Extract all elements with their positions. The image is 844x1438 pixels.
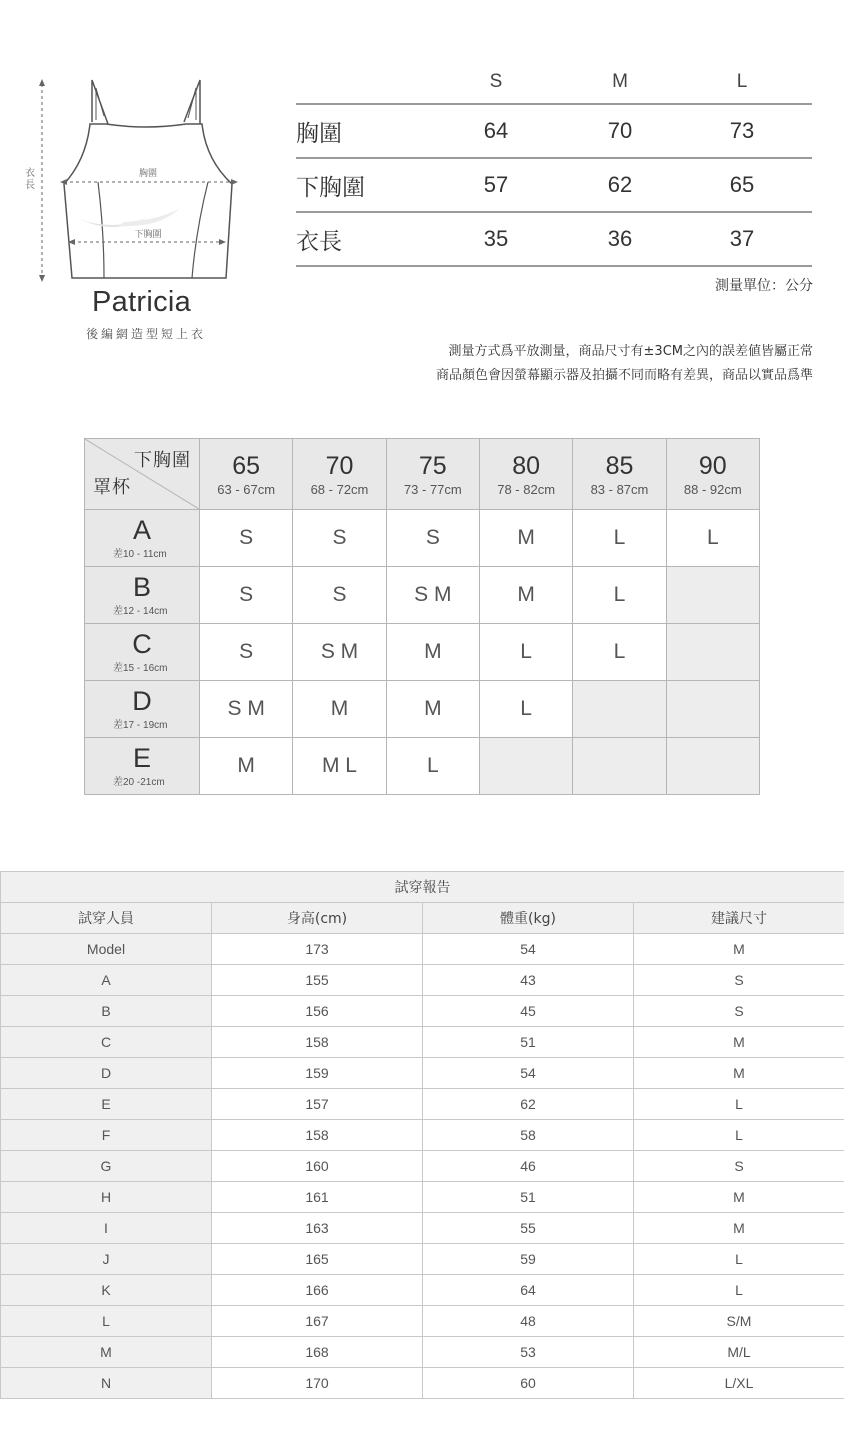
report-column-header: 體重(kg) (423, 903, 634, 934)
band-number: 85 (605, 451, 634, 480)
report-row (1, 1337, 844, 1368)
size-value: 70 (607, 118, 633, 143)
size-cell: S (200, 624, 293, 681)
suggested-size: L/XL (634, 1368, 844, 1399)
tester-name: H (1, 1182, 212, 1213)
try-on-report (0, 871, 844, 1399)
tester-name: F (1, 1120, 212, 1151)
size-table (296, 60, 812, 267)
size-cell: L (573, 624, 666, 681)
tester-weight: 48 (423, 1306, 634, 1337)
cup-grid-corner (85, 439, 200, 510)
size-value: 57 (483, 172, 509, 197)
tester-weight: 51 (423, 1027, 634, 1058)
suggested-size: L (634, 1089, 844, 1120)
size-cell: M (386, 624, 479, 681)
report-header-row (1, 903, 844, 934)
cup-label-cell (85, 738, 200, 795)
size-cell: L (479, 624, 572, 681)
tester-weight: 64 (423, 1275, 634, 1306)
size-table-header (296, 60, 812, 105)
product-subtitle: 後編網造型短上衣 (86, 327, 207, 341)
tester-name: G (1, 1151, 212, 1182)
report-row (1, 934, 844, 965)
size-cell: M L (293, 738, 386, 795)
size-value: 37 (729, 226, 755, 251)
tester-height: 168 (212, 1337, 423, 1368)
cup-row (85, 738, 760, 795)
tester-name: K (1, 1275, 212, 1306)
size-cell: S (386, 510, 479, 567)
empty-cell (666, 681, 759, 738)
size-cell: S (200, 567, 293, 624)
cup-size-grid (84, 438, 760, 795)
tester-weight: 55 (423, 1213, 634, 1244)
product-name: Patricia (92, 286, 192, 318)
band-header (200, 439, 293, 510)
size-cell: L (666, 510, 759, 567)
cup-letter: B (132, 572, 151, 602)
band-header (666, 439, 759, 510)
band-range: 68 - 72cm (310, 481, 369, 497)
empty-cell (666, 624, 759, 681)
size-header-s: S (489, 70, 503, 92)
tester-height: 165 (212, 1244, 423, 1275)
tester-weight: 43 (423, 965, 634, 996)
band-number: 75 (418, 451, 447, 480)
tester-height: 158 (212, 1027, 423, 1058)
suggested-size: M (634, 1213, 844, 1244)
size-row-underbust (296, 159, 812, 213)
report-row (1, 1058, 844, 1089)
suggested-size: M/L (634, 1337, 844, 1368)
cup-label-cell (85, 510, 200, 567)
size-cell: M (200, 738, 293, 795)
tester-name: M (1, 1337, 212, 1368)
report-row (1, 1275, 844, 1306)
report-row (1, 1244, 844, 1275)
length-label-char-2: 長 (25, 180, 35, 191)
tester-weight: 46 (423, 1151, 634, 1182)
size-row-label: 下胸圍 (296, 174, 365, 201)
tester-height: 156 (212, 996, 423, 1027)
size-cell: L (479, 681, 572, 738)
band-header (573, 439, 666, 510)
size-cell: S M (200, 681, 293, 738)
report-row (1, 1368, 844, 1399)
report-row (1, 996, 844, 1027)
size-cell: S (293, 510, 386, 567)
suggested-size: M (634, 1182, 844, 1213)
band-number: 70 (325, 451, 354, 480)
report-row (1, 1027, 844, 1058)
size-value: 64 (483, 118, 509, 143)
tester-name: Model (1, 934, 212, 965)
report-column-header: 身高(cm) (212, 903, 423, 934)
tester-name: L (1, 1306, 212, 1337)
report-row (1, 1120, 844, 1151)
report-row (1, 1306, 844, 1337)
size-value: 73 (729, 118, 755, 143)
size-row-length (296, 213, 812, 267)
tester-height: 173 (212, 934, 423, 965)
tester-name: C (1, 1027, 212, 1058)
empty-cell (573, 681, 666, 738)
report-column-header: 試穿人員 (1, 903, 212, 934)
cup-row (85, 510, 760, 567)
cup-letter: C (132, 629, 152, 659)
tester-height: 160 (212, 1151, 423, 1182)
report-row (1, 1213, 844, 1244)
size-row-label: 衣長 (296, 228, 342, 255)
size-header-l: L (736, 70, 748, 92)
band-number: 90 (698, 451, 727, 480)
tester-weight: 54 (423, 934, 634, 965)
band-range: 78 - 82cm (497, 481, 556, 497)
suggested-size: S (634, 1151, 844, 1182)
suggested-size: M (634, 934, 844, 965)
suggested-size: L (634, 1120, 844, 1151)
empty-cell (666, 738, 759, 795)
tester-weight: 53 (423, 1337, 634, 1368)
measurement-note: 測量方式爲平放測量，商品尺寸有±3CM之內的誤差値皆屬正常 (448, 344, 813, 359)
empty-cell (479, 738, 572, 795)
size-value: 35 (483, 226, 509, 251)
corner-cup-label: 罩杯 (93, 477, 131, 498)
tester-name: E (1, 1089, 212, 1120)
length-label-char-1: 衣 (25, 168, 35, 179)
cup-letter: D (132, 686, 152, 716)
tester-height: 161 (212, 1182, 423, 1213)
size-cell: S (293, 567, 386, 624)
tester-name: D (1, 1058, 212, 1089)
size-cell: M (386, 681, 479, 738)
size-cell: M (479, 510, 572, 567)
tester-name: A (1, 965, 212, 996)
tester-weight: 59 (423, 1244, 634, 1275)
tester-height: 155 (212, 965, 423, 996)
tester-name: N (1, 1368, 212, 1399)
tester-name: B (1, 996, 212, 1027)
tester-weight: 62 (423, 1089, 634, 1120)
garment-diagram (20, 70, 250, 290)
suggested-size: M (634, 1027, 844, 1058)
size-value: 65 (729, 172, 755, 197)
suggested-size: L (634, 1244, 844, 1275)
size-cell: M (293, 681, 386, 738)
band-range: 83 - 87cm (590, 481, 649, 497)
empty-cell (666, 567, 759, 624)
suggested-size: S (634, 965, 844, 996)
tester-weight: 60 (423, 1368, 634, 1399)
tester-height: 163 (212, 1213, 423, 1244)
cup-letter: A (132, 515, 151, 545)
cup-row (85, 681, 760, 738)
size-cell: L (573, 567, 666, 624)
report-column-header: 建議尺寸 (634, 903, 844, 934)
report-row (1, 965, 844, 996)
size-cell: S M (293, 624, 386, 681)
suggested-size: S (634, 996, 844, 1027)
tester-height: 158 (212, 1120, 423, 1151)
tester-weight: 45 (423, 996, 634, 1027)
cup-label-cell (85, 567, 200, 624)
cup-label-cell (85, 681, 200, 738)
band-header (386, 439, 479, 510)
cup-grid-header (85, 439, 760, 510)
tester-name: I (1, 1213, 212, 1244)
corner-band-label: 下胸圍 (134, 450, 191, 471)
size-cell: S M (386, 567, 479, 624)
report-title: 試穿報告 (1, 872, 844, 903)
band-number: 80 (512, 451, 541, 480)
size-row-bust (296, 105, 812, 159)
band-range: 73 - 77cm (403, 481, 462, 497)
report-row (1, 1089, 844, 1120)
band-header (479, 439, 572, 510)
report-row (1, 1182, 844, 1213)
cup-difference: 差15 - 16cm (113, 663, 168, 674)
tester-height: 167 (212, 1306, 423, 1337)
cup-row (85, 624, 760, 681)
cup-row (85, 567, 760, 624)
tester-height: 166 (212, 1275, 423, 1306)
tester-weight: 58 (423, 1120, 634, 1151)
size-cell: S (200, 510, 293, 567)
tester-name: J (1, 1244, 212, 1275)
size-value: 62 (607, 172, 633, 197)
size-cell: M (479, 567, 572, 624)
tester-weight: 51 (423, 1182, 634, 1213)
tester-height: 159 (212, 1058, 423, 1089)
size-header-m: M (612, 70, 628, 92)
cup-difference: 差12 - 14cm (113, 606, 168, 617)
cup-label-cell (85, 624, 200, 681)
suggested-size: L (634, 1275, 844, 1306)
report-title-row (1, 872, 844, 903)
suggested-size: S/M (634, 1306, 844, 1337)
cup-difference: 差10 - 11cm (113, 549, 167, 560)
tester-weight: 54 (423, 1058, 634, 1089)
size-cell: L (573, 510, 666, 567)
report-row (1, 1151, 844, 1182)
cup-difference: 差17 - 19cm (113, 720, 168, 731)
tester-height: 157 (212, 1089, 423, 1120)
underbust-label: 下胸圍 (134, 230, 162, 240)
size-value: 36 (607, 226, 633, 251)
band-range: 88 - 92cm (683, 481, 742, 497)
band-range: 63 - 67cm (217, 481, 276, 497)
band-header (293, 439, 386, 510)
size-row-label: 胸圍 (296, 120, 342, 147)
unit-note: 測量單位：公分 (715, 278, 813, 294)
cup-difference: 差20 -21cm (113, 777, 165, 788)
suggested-size: M (634, 1058, 844, 1089)
empty-cell (573, 738, 666, 795)
cup-letter: E (132, 743, 151, 773)
tester-height: 170 (212, 1368, 423, 1399)
color-note: 商品顏色會因螢幕顯示器及拍攝不同而略有差異，商品以實品爲準 (435, 368, 813, 383)
bust-label: 胸圍 (138, 169, 158, 179)
band-number: 65 (232, 451, 261, 480)
size-cell: L (386, 738, 479, 795)
